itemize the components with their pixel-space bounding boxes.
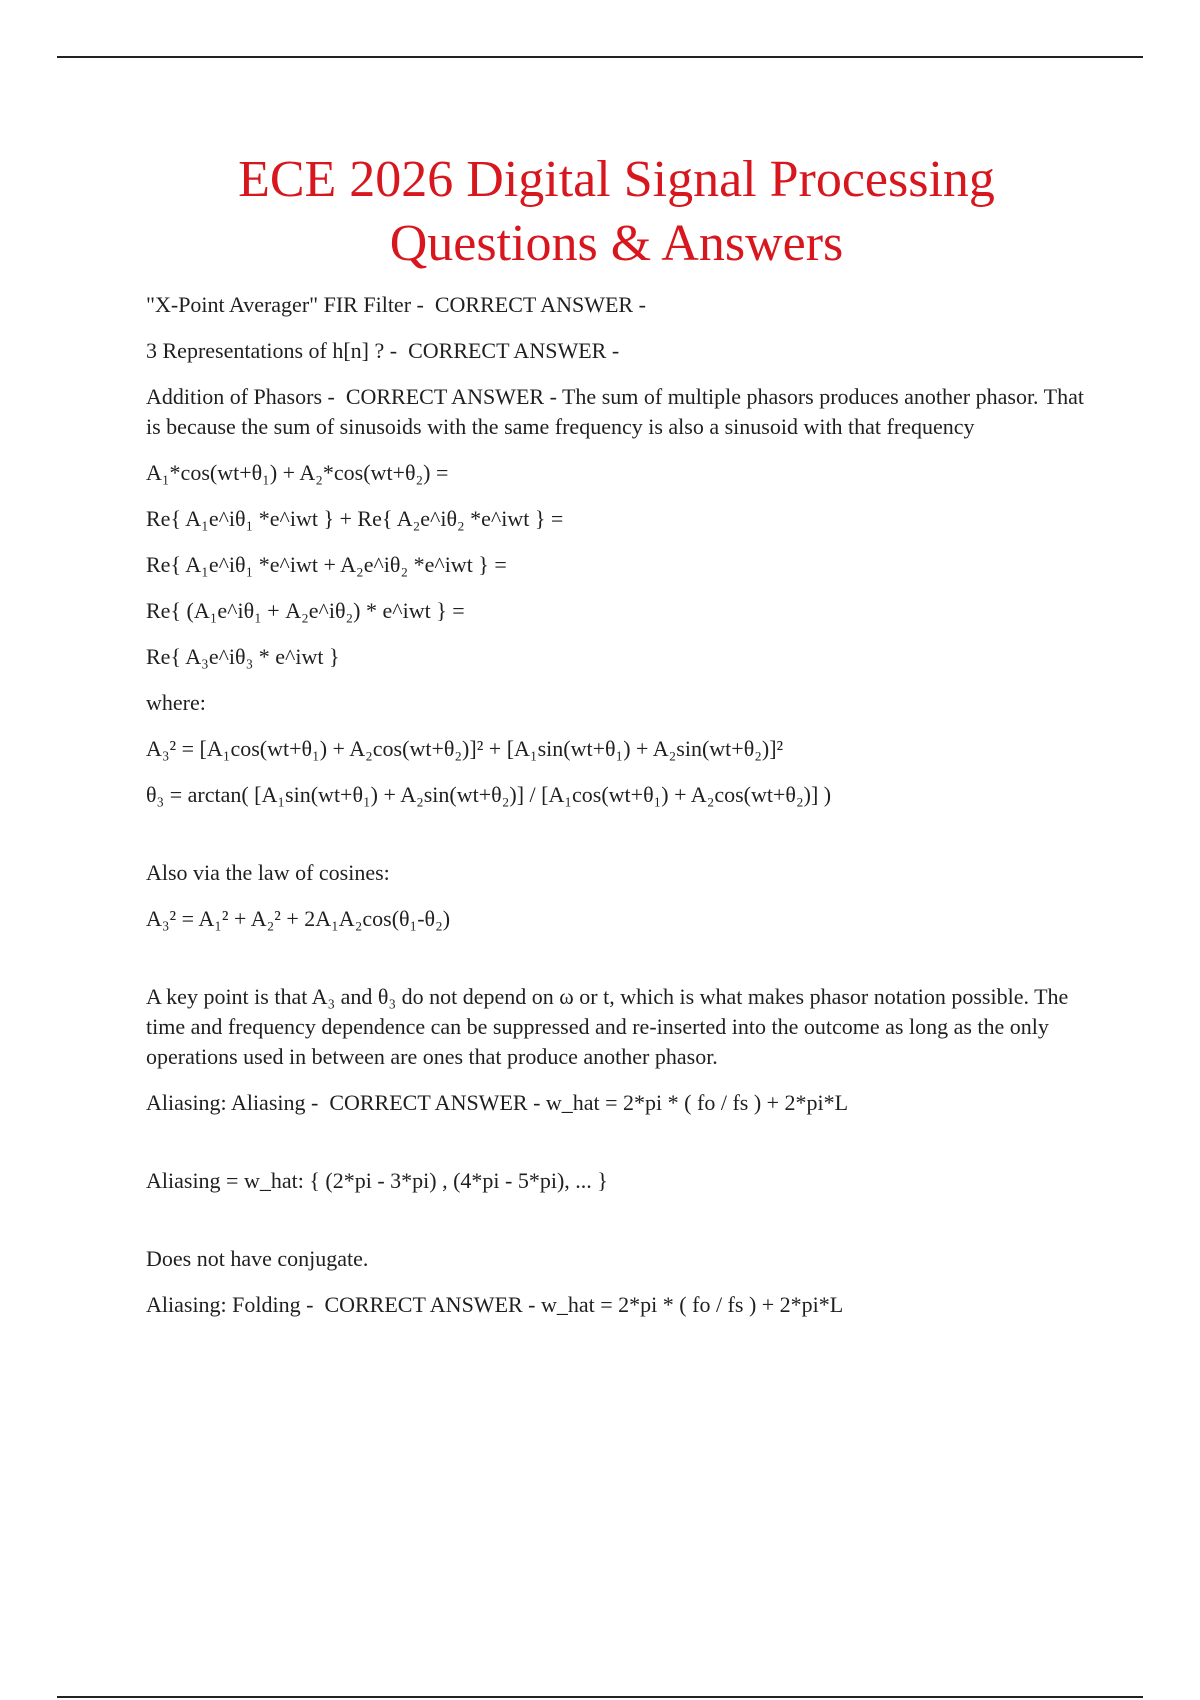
equation-line: Re{ A₁e^iθ₁ *e^iwt } + Re{ A₂e^iθ₂ *e^iwt } =	[146, 506, 564, 531]
aliasing-set-line: Aliasing = w_hat: { (2*pi - 3*pi) , (4*pi - 5*pi), ... }	[146, 1168, 608, 1193]
equation-line: A₃² = [A₁cos(wt+θ₁) + A₂cos(wt+θ₂)]² + [A₁sin(wt+θ₁) + A₂sin(wt+θ₂)]²	[146, 736, 784, 761]
top-rule	[57, 56, 1143, 58]
equation-line: A₁*cos(wt+θ₁) + A₂*cos(wt+θ₂) =	[146, 460, 449, 485]
bottom-rule	[57, 1696, 1143, 1698]
title-line-2: Questions & Answers	[389, 215, 844, 272]
qa-addition-of-phasors: Addition of Phasors - CORRECT ANSWER - The sum of multiple phasors produces another phasor. That is because the sum of sinusoids with the same frequency is also a sinusoid with that frequency	[146, 384, 1090, 439]
equation-line: Re{ A₃e^iθ₃ * e^iwt }	[146, 644, 340, 669]
key-point-paragraph: A key point is that A₃ and θ₃ do not depend on ω or t, which is what makes phasor notation possible. The time and frequency dependence can be suppressed and re-inserted into the outcome as long as the only operations used in between are ones that produce another phasor.	[146, 984, 1074, 1069]
equation-line: A₃² = A₁² + A₂² + 2A₁A₂cos(θ₁-θ₂)	[146, 906, 451, 931]
equation-line: Re{ A₁e^iθ₁ *e^iwt + A₂e^iθ₂ *e^iwt } =	[146, 552, 507, 577]
title-line-1: ECE 2026 Digital Signal Processing	[238, 151, 995, 208]
qa-aliasing-folding: Aliasing: Folding - CORRECT ANSWER - w_hat = 2*pi * ( fo / fs ) + 2*pi*L	[146, 1292, 844, 1317]
qa-aliasing-aliasing: Aliasing: Aliasing - CORRECT ANSWER - w_hat = 2*pi * ( fo / fs ) + 2*pi*L	[146, 1090, 849, 1115]
conjugate-note: Does not have conjugate.	[146, 1246, 369, 1271]
equation-line: θ₃ = arctan( [A₁sin(wt+θ₁) + A₂sin(wt+θ₂)] / [A₁cos(wt+θ₁) + A₂cos(wt+θ₂)] )	[146, 782, 832, 807]
where-label: where:	[146, 690, 206, 715]
law-of-cosines-label: Also via the law of cosines:	[146, 860, 390, 885]
document-body	[146, 290, 1096, 1320]
equation-line: Re{ (A₁e^iθ₁ + A₂e^iθ₂) * e^iwt } =	[146, 598, 465, 623]
qa-representations-hn: 3 Representations of h[n] ? - CORRECT ANSWER -	[146, 338, 620, 363]
qa-x-point-averager: "X-Point Averager" FIR Filter - CORRECT ANSWER -	[146, 292, 646, 317]
document-title	[0, 148, 1200, 276]
